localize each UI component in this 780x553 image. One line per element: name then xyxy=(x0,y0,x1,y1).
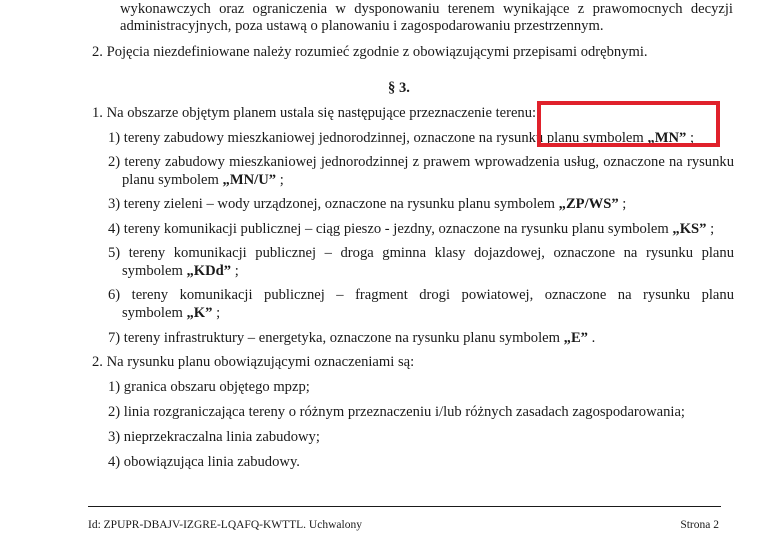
list-item-line-2 xyxy=(122,262,239,280)
item-end: ; xyxy=(212,305,221,321)
item-text: 1) tereny zabudowy mieszkaniowej jednorodzinnej, oznaczone na rysunku planu symbolem xyxy=(108,130,648,146)
list-item-line-1: 6) tereny komunikacji publicznej – fragment drogi powiatowej, oznaczone na rysunku planu xyxy=(108,287,734,303)
item-symbol: „K” xyxy=(186,305,213,321)
item-text: 3) tereny zieleni – wody urządzonej, oznaczone na rysunku planu symbolem xyxy=(108,196,559,212)
item-end: . xyxy=(587,330,596,346)
item-end: ; xyxy=(706,221,715,237)
section-title: § 3. xyxy=(388,80,410,96)
item-end: ; xyxy=(686,130,695,146)
item-prefix: symbolem xyxy=(122,263,187,279)
footer-divider xyxy=(88,506,721,507)
item-prefix: planu symbolem xyxy=(122,172,223,188)
list-item xyxy=(108,220,714,238)
marking-item: 2) linia rozgraniczająca tereny o różnym przeznaczeniu i/lub różnych zasadach zagospodarowania; xyxy=(108,404,685,420)
footer-page-number: Strona 2 xyxy=(680,519,719,531)
list-item-line-2 xyxy=(122,171,284,189)
marking-item: 1) granica obszaru objętego mpzp; xyxy=(108,379,310,395)
item-symbol: „MN/U” xyxy=(222,172,277,188)
item-symbol: „MN” xyxy=(647,130,687,146)
item-text: 4) tereny komunikacji publicznej – ciąg pieszo - jezdny, oznaczone na rysunku planu symbolem xyxy=(108,221,673,237)
item-end: ; xyxy=(231,263,239,279)
list-item xyxy=(108,329,595,347)
highlight-box xyxy=(537,101,720,147)
list-item-line-1: 5) tereny komunikacji publicznej – droga gminna klasy dojazdowej, oznaczone na rysunku planu xyxy=(108,245,734,261)
item-end: ; xyxy=(618,196,627,212)
item-symbol: „KS” xyxy=(672,221,707,237)
continuation-line-2: administracyjnych, poza ustawą o planowaniu i zagospodarowaniu przestrzennym. xyxy=(120,18,604,34)
paragraph-2-intro: 2. Na rysunku planu obowiązującymi oznaczeniami są: xyxy=(92,354,415,370)
list-item-line-2 xyxy=(122,304,220,322)
marking-item: 3) nieprzekraczalna linia zabudowy; xyxy=(108,429,320,445)
marking-item: 4) obowiązująca linia zabudowy. xyxy=(108,454,300,470)
continuation-line-1: wykonawczych oraz ograniczenia w dysponowaniu terenem wynikające z prawomocnych decyzji xyxy=(120,1,733,17)
item-prefix: symbolem xyxy=(122,305,187,321)
list-item-line-1: 2) tereny zabudowy mieszkaniowej jednorodzinnej z prawem wprowadzenia usług, oznaczone na rysunku xyxy=(108,154,734,170)
list-item xyxy=(108,195,626,213)
footer-doc-id: Id: ZPUPR-DBAJV-IZGRE-LQAFQ-KWTTL. Uchwalony xyxy=(88,519,362,531)
paragraph-1-intro: 1. Na obszarze objętym planem ustala się następujące przeznaczenie terenu: xyxy=(92,105,537,121)
item-symbol: „ZP/WS” xyxy=(558,196,619,212)
item-symbol: „E” xyxy=(563,330,588,346)
paragraph-2-definitions: 2. Pojęcia niezdefiniowane należy rozumieć zgodnie z obowiązującymi przepisami odrębnymi. xyxy=(92,44,648,60)
item-text: 7) tereny infrastruktury – energetyka, oznaczone na rysunku planu symbolem xyxy=(108,330,564,346)
item-symbol: „KDd” xyxy=(186,263,232,279)
item-end: ; xyxy=(276,172,284,188)
